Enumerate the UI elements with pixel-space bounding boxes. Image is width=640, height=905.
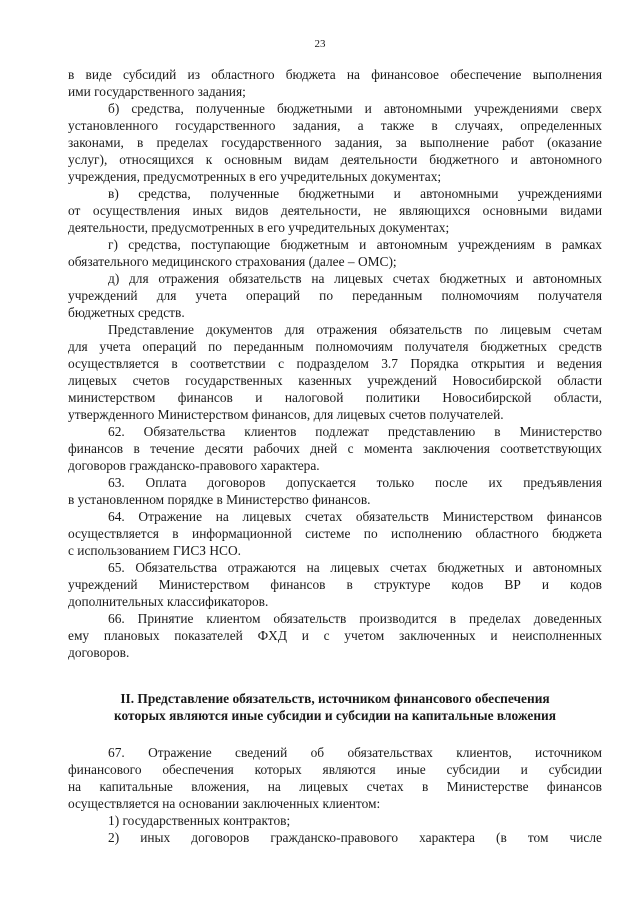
- text-line: законами, в пределах государственного задания, за выполнение работ (оказание: [68, 135, 602, 150]
- text-line: д) для отражения обязательств на лицевых счетах бюджетных и автономных: [108, 271, 602, 286]
- text-line: ему плановых показателей ФХД и с учетом заключенных и неисполненных: [68, 628, 602, 643]
- text-line: бюджетных средств.: [68, 305, 185, 320]
- text-line: ими государственного задания;: [68, 84, 246, 99]
- text-line: от осуществления иных видов деятельности, не являющихся основными видами: [68, 203, 602, 218]
- text-line: Представление документов для отражения обязательств по лицевым счетам: [108, 322, 602, 337]
- text-line: на капитальные вложения, на лицевых счетах в Министерстве финансов: [68, 779, 602, 794]
- text-line: в) средства, полученные бюджетными и автономными учреждениями: [108, 186, 602, 201]
- text-line: финансов в течение десяти рабочих дней с момента заключения соответствующих: [68, 441, 602, 456]
- text-line: договоров.: [68, 645, 130, 660]
- text-line: с использованием ГИСЗ НСО.: [68, 543, 241, 558]
- text-line: учреждения, предусмотренных в его учредительных документах;: [68, 169, 442, 184]
- text-line: установленного государственного задания, а также в случаях, определенных: [68, 118, 602, 133]
- text-line: лицевых счетов государственных казенных учреждений Новосибирской области: [68, 373, 602, 388]
- text-line: договоров гражданско-правового характера.: [68, 458, 320, 473]
- text-line: 66. Принятие клиентом обязательств производится в пределах доведенных: [108, 611, 602, 626]
- text-line: в виде субсидий из областного бюджета на финансовое обеспечение выполнения: [68, 67, 602, 82]
- text-line: финансового обеспечения которых являются иные субсидии и субсидии: [68, 762, 602, 777]
- text-line: 63. Оплата договоров допускается только после их предъявления: [108, 475, 602, 490]
- text-line: 2) иных договоров гражданско-правового характера (в том числе: [108, 830, 602, 845]
- text-line: осуществляется на основании заключенных клиентом:: [68, 796, 381, 811]
- text-line: 1) государственных контрактов;: [108, 813, 291, 828]
- text-line: осуществляется в информационной системе по исполнению областного бюджета: [68, 526, 602, 541]
- text-line: деятельности, предусмотренных в его учредительных документах;: [68, 220, 450, 235]
- section-heading-line: II. Представление обязательств, источником финансового обеспечения: [120, 691, 550, 706]
- text-line: осуществляется в соответствии с подразделом 3.7 Порядка открытия и ведения: [68, 356, 602, 371]
- text-line: г) средства, поступающие бюджетным и автономным учреждениям в рамках: [108, 237, 602, 252]
- text-line: учреждений для учета операций по переданным полномочиям получателя: [68, 288, 602, 303]
- text-line: обязательного медицинского страхования (далее – ОМС);: [68, 254, 397, 269]
- text-line: утвержденного Министерством финансов, для лицевых счетов получателей.: [68, 407, 504, 422]
- text-line: 64. Отражение на лицевых счетах обязательств Министерством финансов: [108, 509, 602, 524]
- text-line: министерством финансов и налоговой политики Новосибирской области,: [68, 390, 602, 405]
- text-line: учреждений Министерством финансов в структуре кодов ВР и кодов: [68, 577, 602, 592]
- text-line: б) средства, полученные бюджетными и автономными учреждениями сверх: [108, 101, 602, 116]
- text-line: для учета операций по переданным полномочиям получателя бюджетных средств: [68, 339, 602, 354]
- text-line: в установленном порядке в Министерство финансов.: [68, 492, 371, 507]
- text-line: 65. Обязательства отражаются на лицевых счетах бюджетных и автономных: [108, 560, 602, 575]
- section-heading-line: которых являются иные субсидии и субсидии на капитальные вложения: [113, 708, 557, 723]
- page-number: 23: [314, 38, 326, 50]
- text-line: 67. Отражение сведений об обязательствах клиентов, источником: [108, 745, 602, 760]
- text-line: услуг), относящихся к основным видам деятельности бюджетного и автономного: [68, 152, 602, 167]
- text-line: дополнительных классификаторов.: [68, 594, 269, 609]
- text-line: 62. Обязательства клиентов подлежат представлению в Министерство: [108, 424, 602, 439]
